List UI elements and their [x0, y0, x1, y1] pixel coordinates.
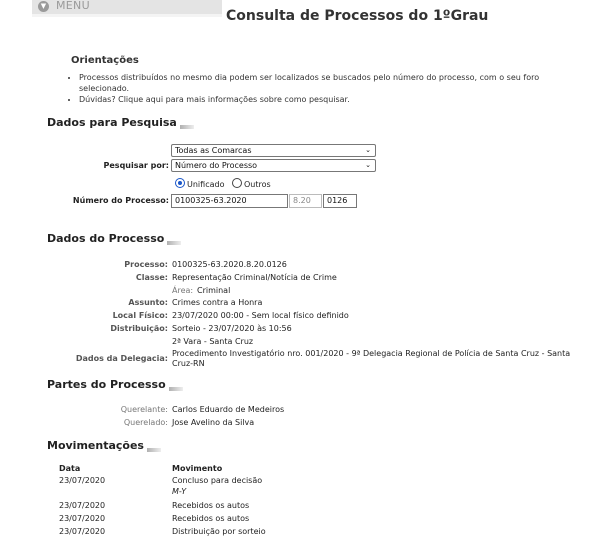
parties-section-title: Partes do Processo	[47, 378, 183, 391]
guidance-list	[67, 72, 579, 105]
processo-label: Processo:	[124, 260, 168, 269]
movement-text: Recebidos os autos	[172, 514, 250, 523]
process-number-input[interactable]: 0100325-63.2020	[171, 194, 288, 208]
unificado-radio-label: Unificado	[187, 180, 225, 189]
process-number-label: Número do Processo:	[72, 196, 169, 205]
movement-text: Concluso para decisão	[172, 476, 263, 485]
section-underline-decoration	[180, 125, 194, 129]
movement-note: M-Y	[172, 487, 187, 496]
search-by-select-value: Número do Processo	[175, 161, 258, 170]
segment-input: 8.20	[289, 194, 322, 208]
search-by-select[interactable]	[171, 159, 376, 172]
outros-radio-label: Outros	[244, 180, 271, 189]
classe-label: Classe:	[135, 273, 168, 282]
delegacia-value: Procedimento Investigatório nro. 001/2020 - 9ª Delegacia Regional de Polícia de Santa Cruz - Santa Cruz-RN	[172, 349, 571, 368]
local-fisico-label: Local Físico:	[112, 311, 168, 320]
menu-label: MENU	[56, 0, 90, 12]
querelado-label: Querelado:	[123, 418, 168, 427]
movement-date: 23/07/2020	[59, 501, 106, 510]
distribuicao-value: Sorteio - 23/07/2020 às 10:56	[172, 324, 292, 333]
foro-input[interactable]: 0126	[323, 194, 357, 208]
querelado-value: Jose Avelino da Silva	[172, 418, 255, 427]
comarca-select-value: Todas as Comarcas	[175, 146, 252, 155]
querelante-label: Querelante:	[120, 405, 168, 414]
chevron-down-icon: ▼	[38, 1, 49, 12]
unificado-radio[interactable]	[175, 178, 185, 188]
dropdown-arrow-icon: ⌄	[365, 161, 371, 169]
querelante-value: Carlos Eduardo de Medeiros	[172, 405, 285, 414]
outros-radio[interactable]	[232, 178, 242, 188]
section-underline-decoration	[147, 448, 161, 452]
movements-section-title: Movimentações	[47, 439, 161, 452]
vara-value: 2ª Vara - Santa Cruz	[172, 337, 254, 346]
movement-date: 23/07/2020	[59, 527, 106, 536]
search-by-label: Pesquisar por:	[103, 161, 169, 170]
section-underline-decoration	[169, 387, 183, 391]
delegacia-label: Dados da Delegacia:	[75, 354, 168, 363]
comarca-select[interactable]	[171, 144, 376, 157]
movement-text: Recebidos os autos	[172, 501, 250, 510]
section-underline-decoration	[167, 241, 181, 245]
processo-value: 0100325-63.2020.8.20.0126	[172, 260, 287, 269]
column-header-date: Data	[59, 464, 81, 473]
area-label: Área:	[172, 286, 194, 295]
page-title: Consulta de Processos do 1ºGrau	[226, 8, 489, 24]
classe-value: Representação Criminal/Notícia de Crime	[172, 273, 337, 282]
assunto-value: Crimes contra a Honra	[172, 298, 263, 307]
guidance-title: Orientações	[71, 55, 139, 66]
movement-date: 23/07/2020	[59, 476, 106, 485]
movement-date: 23/07/2020	[59, 514, 106, 523]
column-header-movement: Movimento	[172, 464, 223, 473]
area-value: Criminal	[197, 286, 231, 295]
movement-text: Distribuição por sorteio	[172, 527, 266, 536]
local-fisico-value: 23/07/2020 00:00 - Sem local físico definido	[172, 311, 349, 320]
guidance-help-link[interactable]: • Dúvidas? Clique aqui para mais informações sobre como pesquisar.	[79, 94, 579, 105]
assunto-label: Assunto:	[128, 298, 168, 307]
distribuicao-label: Distribuição:	[110, 324, 168, 333]
dropdown-arrow-icon: ⌄	[365, 146, 371, 154]
guidance-item: • Processos distribuídos no mesmo dia podem ser localizados se buscados pelo número do processo, com o seu foro selecionado.	[79, 72, 579, 94]
menu-button[interactable]	[32, 0, 222, 17]
search-section-title: Dados para Pesquisa	[47, 116, 194, 129]
process-section-title: Dados do Processo	[47, 232, 181, 245]
